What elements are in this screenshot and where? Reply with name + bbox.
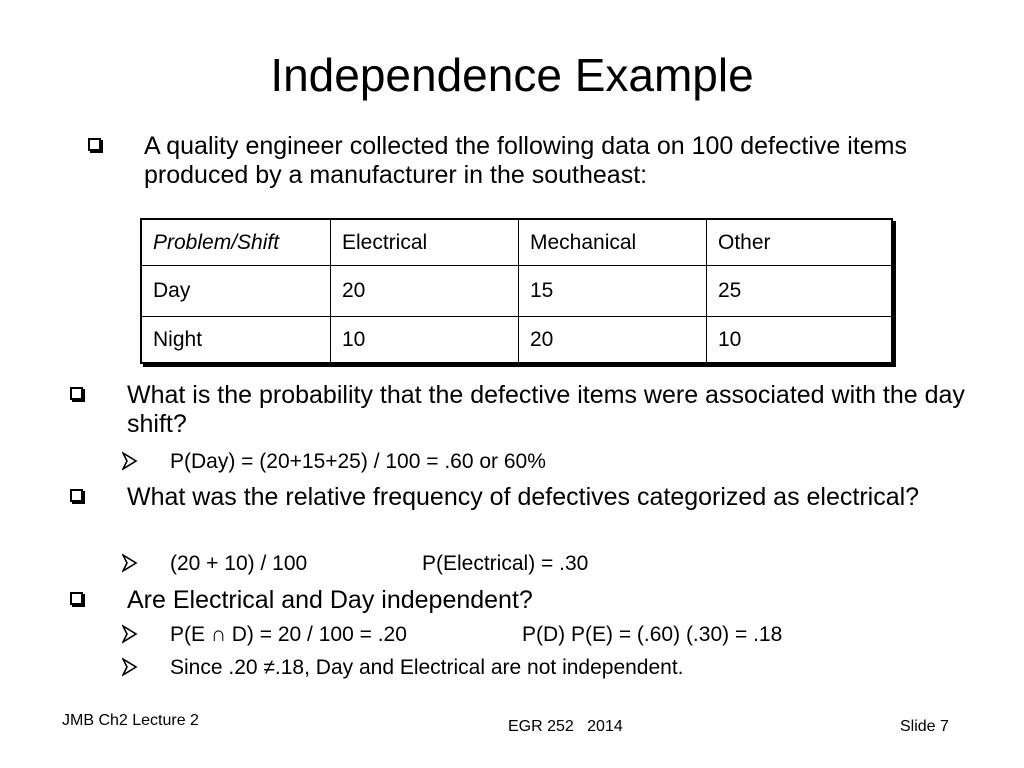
table-cell: Night [141,317,331,364]
question-2-bullet [70,483,990,543]
question-3-answer-2 [122,655,882,681]
footer-center: EGR 252 2014 [508,718,623,735]
question-1-text: What is the probability that the defective items were associated with the day shift? [127,381,965,438]
answer-text: P(E ∩ D) = 20 / 100 = .20 [170,623,407,646]
table-cell: 20 [519,317,707,364]
footer-left: JMB Ch2 Lecture 2 [62,712,199,729]
table-row [141,266,892,317]
square-bullet-icon [70,387,83,400]
question-1-bullet [70,381,990,441]
table-header-cell: Problem/Shift [141,219,331,266]
question-3-text: Are Electrical and Day independent? [127,586,533,614]
table-cell: Day [141,266,331,317]
table-header-row [141,219,892,266]
question-1-answer [122,449,822,475]
square-bullet-icon [70,592,83,605]
arrow-bullet-icon [122,552,138,574]
answer-text: P(Day) = (20+15+25) / 100 = .60 or 60% [170,450,546,473]
table-cell: 10 [331,317,519,364]
question-2-text: What was the relative frequency of defectives categorized as electrical? [127,483,920,511]
defect-table [140,218,893,364]
arrow-bullet-icon [122,656,138,678]
table-cell: 25 [707,266,893,317]
table-header-cell: Other [707,219,893,266]
table-header-cell: Electrical [331,219,519,266]
question-3-answer-1 [122,622,882,648]
table-cell: 10 [707,317,893,364]
intro-bullet [88,132,968,192]
arrow-bullet-icon [122,623,138,645]
table-row [141,317,892,364]
intro-text: A quality engineer collected the following data on 100 defective items produced by a manufacturer in the southeast: [144,132,907,189]
table-header-cell: Mechanical [519,219,707,266]
answer-text-b: P(D) P(E) = (.60) (.30) = .18 [522,623,783,646]
arrow-bullet-icon [122,450,138,472]
square-bullet-icon [70,489,83,502]
slide-number: Slide 7 [900,718,949,735]
question-2-answer [122,551,822,577]
table-cell: 15 [519,266,707,317]
question-3-bullet [70,586,990,616]
defect-table-container [140,218,896,363]
table-cell: 20 [331,266,519,317]
answer-text-b: P(Electrical) = .30 [422,552,589,575]
slide-title: Independence Example [270,49,754,101]
answer-text: Since .20 ≠.18, Day and Electrical are not independent. [170,656,684,679]
square-bullet-icon [88,138,101,151]
answer-text: (20 + 10) / 100 [170,552,308,575]
